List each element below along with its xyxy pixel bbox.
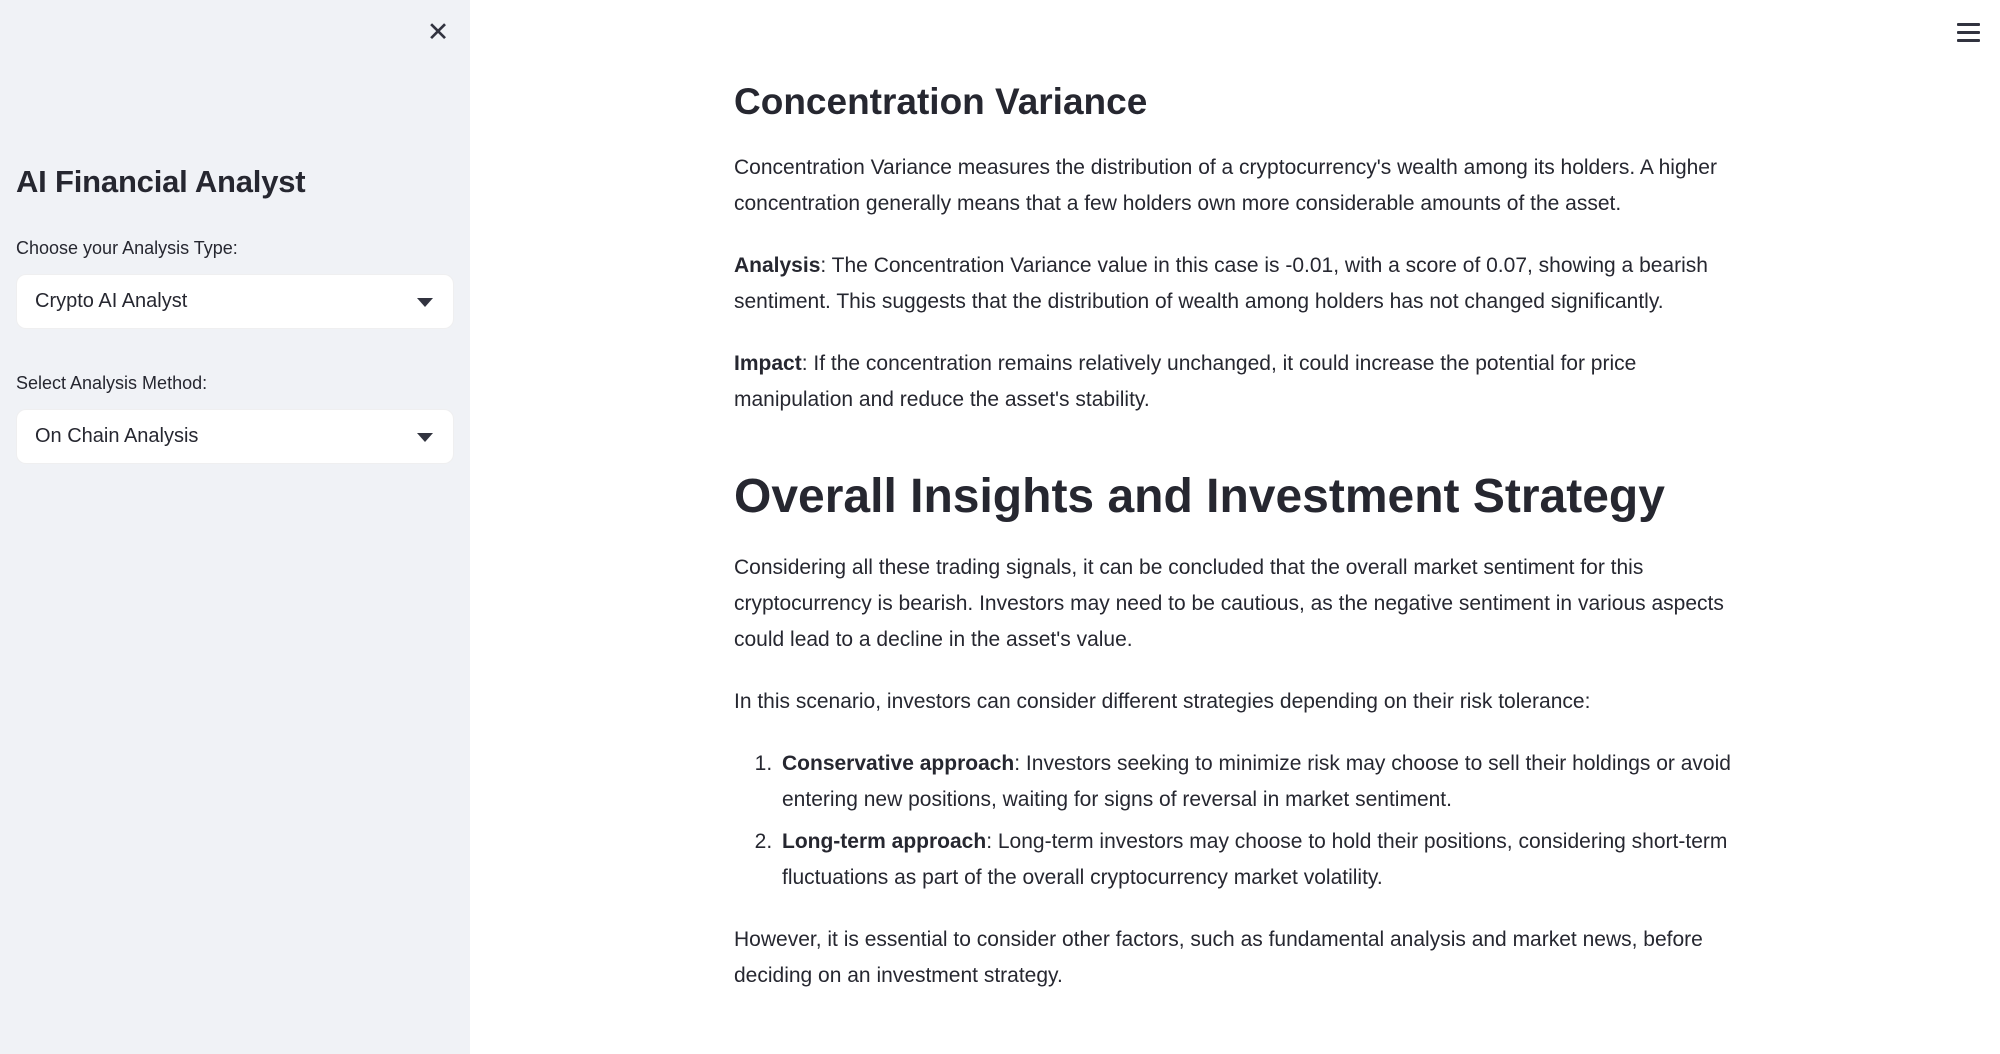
analysis-type-widget	[16, 238, 454, 329]
analysis-method-select[interactable]	[16, 409, 454, 464]
report-content	[734, 0, 1756, 1020]
impact-label: Impact	[734, 352, 802, 375]
section-heading-overall-insights: Overall Insights and Investment Strategy	[734, 470, 1665, 523]
main-menu-button[interactable]	[1948, 12, 1988, 52]
list-item-conservative-approach	[778, 746, 1756, 818]
sidebar-content	[16, 0, 454, 464]
section-heading-concentration-variance: Concentration Variance	[734, 81, 1148, 122]
analysis-type-select[interactable]	[16, 274, 454, 329]
sidebar-close-button[interactable]	[418, 12, 458, 52]
paragraph-disclaimer	[734, 922, 1756, 994]
strategy-label: Long-term approach	[782, 830, 987, 853]
sidebar-title: AI Financial Analyst	[16, 164, 306, 199]
chevron-down-icon	[417, 433, 433, 442]
analysis-method-label: Select Analysis Method:	[16, 373, 208, 393]
analysis-label: Analysis	[734, 254, 821, 277]
analysis-type-label: Choose your Analysis Type:	[16, 238, 238, 258]
strategy-label: Conservative approach	[782, 752, 1015, 775]
paragraph-impact	[734, 346, 1756, 418]
paragraph-text: In this scenario, investors can consider different strategies depending on their risk tolerance:	[734, 690, 1591, 713]
paragraph-text: Considering all these trading signals, it can be concluded that the overall market sentiment for this cryptocurrency is bearish. Investors may need to be cautious, as the negative sentiment in various aspects could lead to a decline in the asset's value.	[734, 556, 1724, 651]
close-icon: ✕	[426, 16, 450, 48]
paragraph-strategies-intro	[734, 684, 1756, 720]
paragraph-analysis	[734, 248, 1756, 320]
sidebar	[0, 0, 470, 1054]
analysis-method-widget	[16, 373, 454, 464]
impact-text: : If the concentration remains relatively unchanged, it could increase the potential for price manipulation and reduce the asset's stability.	[734, 352, 1637, 411]
paragraph-text: However, it is essential to consider other factors, such as fundamental analysis and market news, before deciding on an investment strategy.	[734, 928, 1703, 987]
paragraph-text: Concentration Variance measures the distribution of a cryptocurrency's wealth among its holders. A higher concentration generally means that a few holders own more considerable amounts of the asset.	[734, 156, 1717, 215]
paragraph-concentration-definition	[734, 150, 1756, 222]
menu-icon	[1957, 23, 1980, 42]
analysis-method-selected-value: On Chain Analysis	[35, 425, 199, 447]
chevron-down-icon	[417, 298, 433, 307]
strategy-text: : Long-term investors may choose to hold their positions, considering short-term fluctuations as part of the overall cryptocurrency market volatility.	[782, 830, 1728, 889]
strategy-list	[734, 746, 1756, 896]
analysis-type-selected-value: Crypto AI Analyst	[35, 290, 188, 312]
paragraph-overall-sentiment	[734, 550, 1756, 658]
analysis-text: : The Concentration Variance value in this case is -0.01, with a score of 0.07, showing a bearish sentiment. This suggests that the distribution of wealth among holders has not changed significantly.	[734, 254, 1708, 313]
list-item-long-term-approach	[778, 824, 1756, 896]
strategy-text: : Investors seeking to minimize risk may choose to sell their holdings or avoid entering new positions, waiting for signs of reversal in market sentiment.	[782, 752, 1731, 811]
